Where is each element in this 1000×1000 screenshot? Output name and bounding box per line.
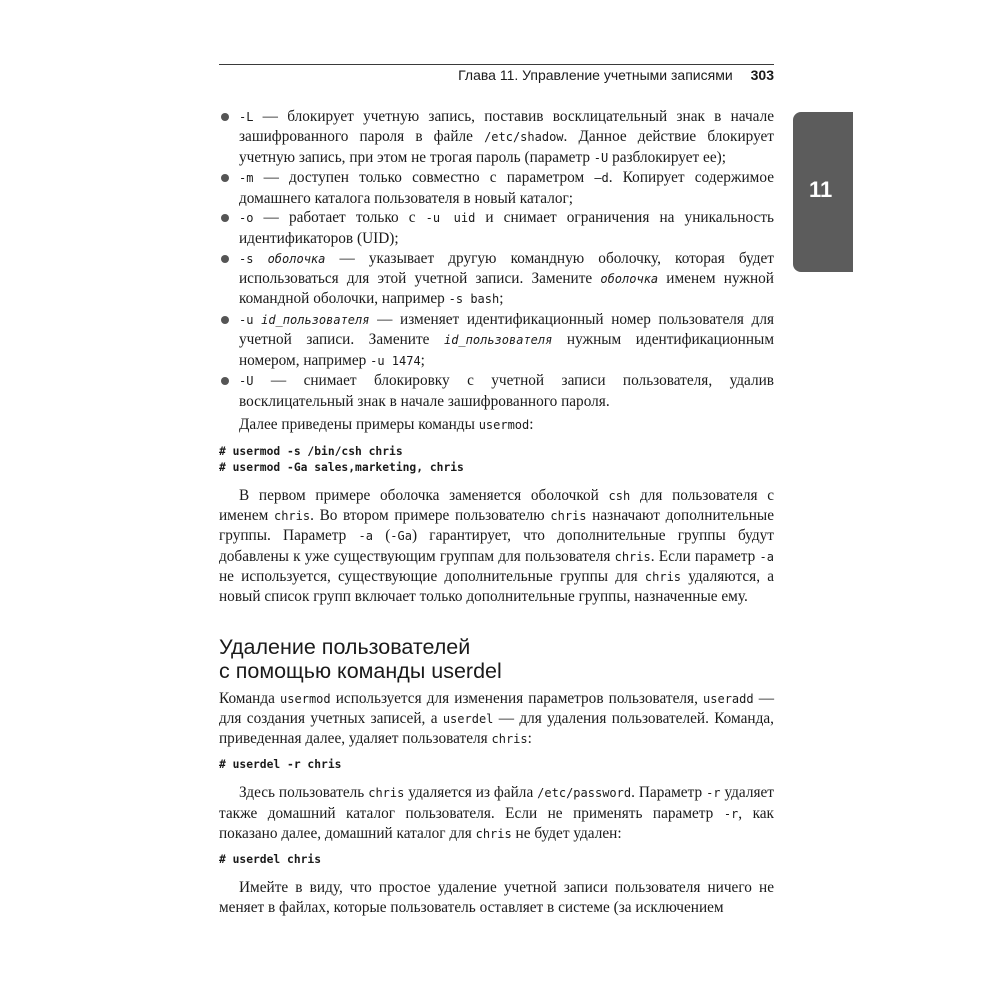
list-item: -m — доступен только совместно с параметром –d. Копирует содержимое домашнего каталога пользователя в новый каталог; xyxy=(219,168,774,208)
section-heading: Удаление пользователей с помощью команды userdel xyxy=(219,634,502,683)
list-item: -u id_пользователя — изменяет идентификационный номер пользователя для учетной записи. Замените id_пользователя нужным идентификационным номером, например -u 1474; xyxy=(219,310,774,371)
running-head xyxy=(219,67,774,83)
list-item: -U — снимает блокировку с учетной записи пользователя, удалив восклицательный знак в начале зашифрованного пароля. xyxy=(219,371,774,411)
list-item: -L — блокирует учетную запись, поставив восклицательный знак в начале зашифрованного пароля в файле /etc/shadow. Данное действие блокирует учетную запись, при этом не трогая пароль (параметр -U разблокирует ее); xyxy=(219,107,774,168)
paragraph-userdel-r: Здесь пользователь chris удаляется из файла /etc/password. Параметр -r удаляет также домашний каталог пользователя. Если не применять параметр -r, как показано далее, домашний каталог для chris не будет удален: xyxy=(219,784,774,843)
list-item: -o — работает только с -u uid и снимает ограничения на уникальность идентификаторов (UID); xyxy=(219,208,774,248)
option-list xyxy=(219,107,774,411)
code-line: # userdel chris xyxy=(219,853,322,867)
paragraph-usermod-examples: В первом примере оболочка заменяется оболочкой csh для пользователя с именем chris. Во втором примере пользователю chris назначают дополнительные группы. Параметр -a (-Ga) гарантирует, что дополнительные группы будут добавлены к уже существующим группам для пользователя chris. Если параметр -a не используется, существующие дополнительные группы для chris удаляются, а новый список групп включает только дополнительные группы, назначенные ему. xyxy=(219,486,774,606)
code-line: # userdel -r chris xyxy=(219,758,342,772)
paragraph-note: Имейте в виду, что простое удаление учетной записи пользователя ничего не меняет в файлах, которые пользователь оставляет в системе (за исключением xyxy=(219,879,774,916)
code-line: # usermod -s /bin/csh chris xyxy=(219,444,403,458)
chapter-thumb-number: 11 xyxy=(809,177,833,202)
chapter-title: Глава 11. Управление учетными записями xyxy=(458,67,733,83)
paragraph-userdel-intro: Команда usermod используется для изменения параметров пользователя, useradd — для создания учетных записей, а userdel — для удаления пользователей. Команда, приведенная далее, удаляет пользователя chris: xyxy=(219,689,775,748)
code-line: # usermod -Ga sales,marketing, chris xyxy=(219,460,464,474)
list-item: -s оболочка — указывает другую командную оболочку, которая будет использоваться для этой учетной записи. Замените оболочка именем нужной командной оболочки, например -s bash; xyxy=(219,249,774,310)
chapter-thumb-tab xyxy=(793,112,853,272)
page-number: 303 xyxy=(750,67,774,83)
header-rule xyxy=(219,64,774,65)
page-body xyxy=(219,107,774,917)
examples-intro: Далее приведены примеры команды usermod: xyxy=(239,416,534,434)
